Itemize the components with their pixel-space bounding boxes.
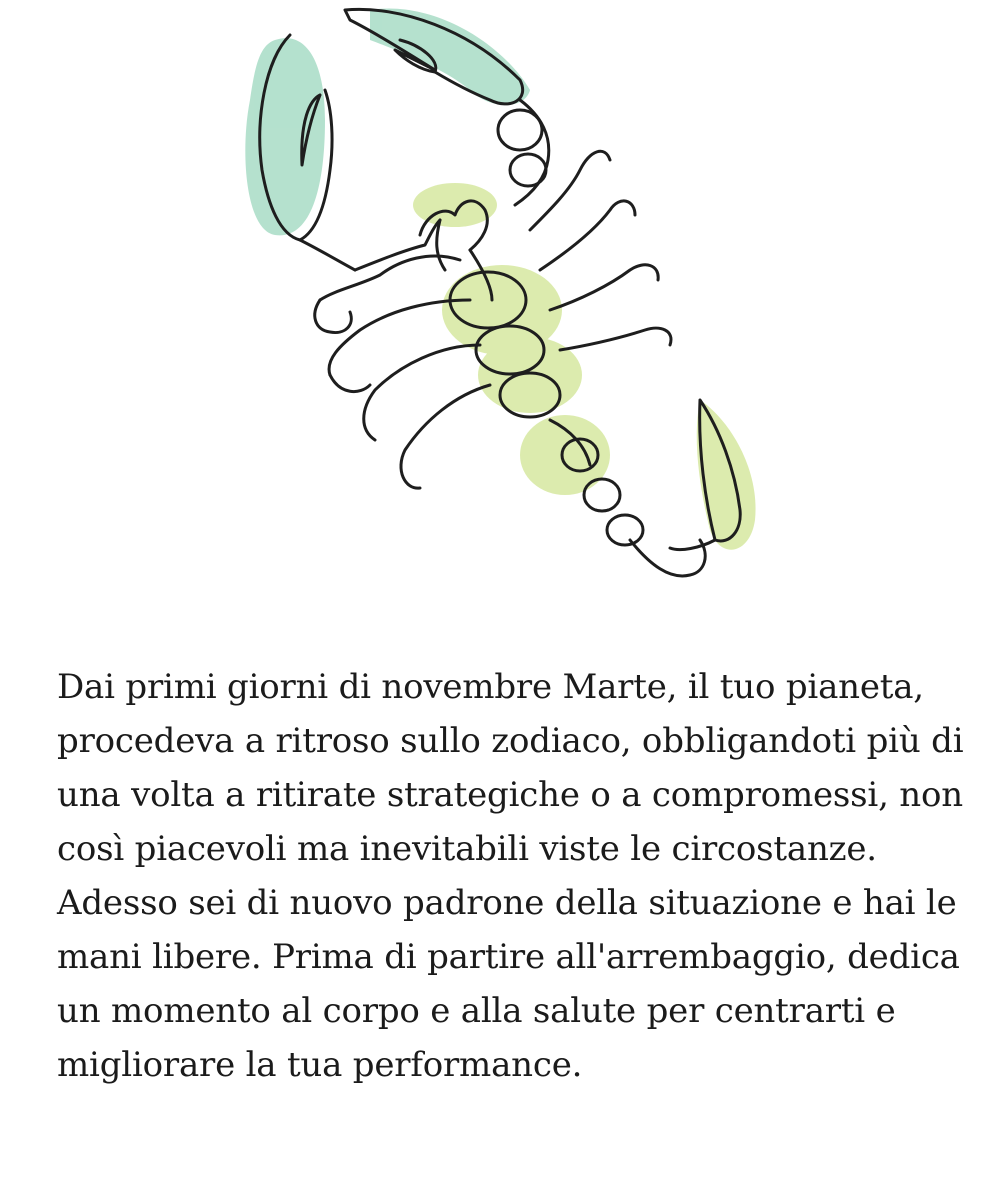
scorpion-illustration (230, 0, 790, 600)
horoscope-paragraph: Dai primi giorni di novembre Marte, il tuo pianeta, procedeva a ritroso sullo zodiaco, obbligandoti più di una volta a ritirate strategiche o a compromessi, non così piacevoli ma inevitabili viste le circostanze. Adesso sei di nuovo padrone della situazione e hai le mani libere. Prima di partire all'arrembaggio, dedica un momento al corpo e alla salute per centrarti e migliorare la tua performance. (57, 667, 964, 1085)
scorpio-scorpion-icon (230, 0, 790, 600)
